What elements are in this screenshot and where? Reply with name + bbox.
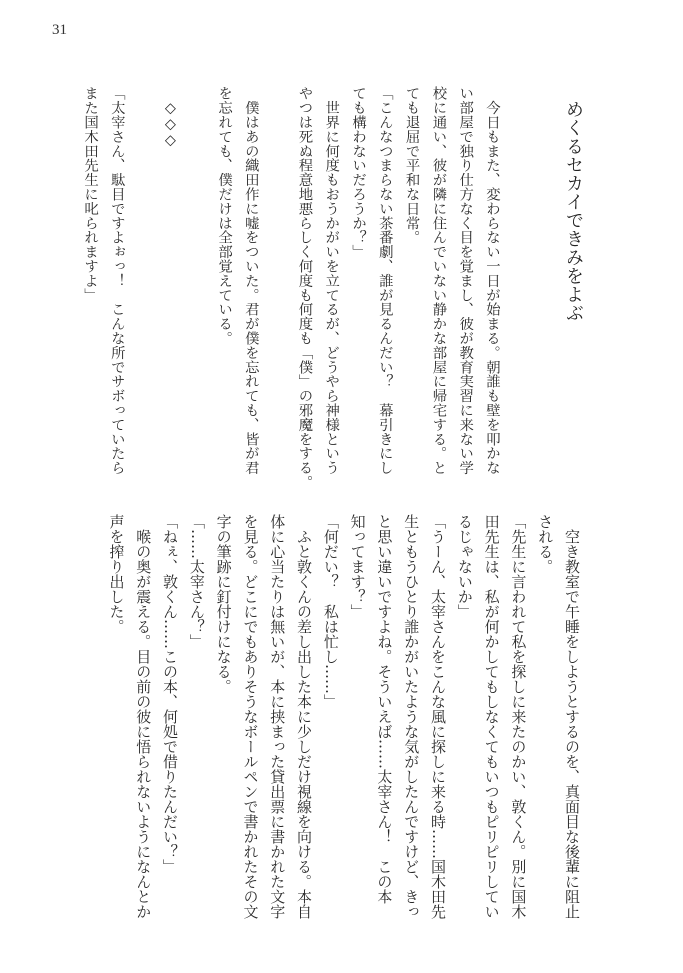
text-line: 今日もまた、変わらない一日が始まる。朝誰も壁を叩かな — [484, 86, 500, 475]
text-line: 「ねぇ、敦くん……この本、何処で借りたんだい？」 — [161, 514, 180, 874]
text-line: 知ってます？」 — [348, 514, 367, 619]
text-line: 「先生に言われて私を探しに来たのかい、敦くん。別に国木 — [509, 514, 528, 919]
text-line: ◇◇◇ — [162, 86, 179, 149]
text-line: 声を搾り出した。 — [107, 514, 126, 634]
top-text-block — [76, 86, 505, 490]
text-line: また国木田先生に叱られますよ」 — [82, 86, 99, 302]
text-line: を忘れても、僕だけは全部覚えている。 — [216, 86, 233, 346]
text-line: 田先生は、私が何かしてもしなくてもいつもピリピリしてい — [482, 514, 501, 919]
text-line: い部屋で独り仕方なく目を覚まし、彼が教育実習に来ない学 — [457, 86, 474, 475]
text-line: 体に心当たりは無いが、本に挟まった貸出票に書かれた文字 — [268, 514, 287, 919]
text-line: ても構わないだろうか？」 — [350, 86, 367, 259]
page-number: 31 — [52, 22, 67, 38]
text-line: される。 — [536, 514, 555, 574]
text-line: 「太宰さん、駄目ですよぉっ！ こんな所でサボっていたら — [108, 86, 125, 475]
text-line: 「……太宰さん？」 — [187, 514, 206, 649]
text-line: 生ともうひとり誰かがいたような気がしたんですけど、きっ — [402, 514, 421, 919]
text-line: ふと敦くんの差し出した本に少しだけ視線を向ける。本自 — [295, 514, 314, 919]
chapter-title: めくるセカイできみをよぶ — [563, 100, 584, 322]
text-line: 字の筆跡に釘付けになる。 — [214, 514, 233, 694]
text-line: 世界に何度もおうかがいを立てるが、どうやら神様という — [323, 86, 340, 475]
text-line: 喉の奥が震える。目の前の彼に悟られないようになんとか — [134, 514, 153, 919]
text-line: と思い違いですよね。そういえば……太宰さん！ この本 — [375, 514, 394, 904]
text-line: 「うーん、太宰さんをこんな風に探しに来る時……国木田先 — [429, 514, 448, 919]
text-line: 僕はあの織田作に嘘をついた。君が僕を忘れても、皆が君 — [242, 86, 259, 475]
text-line: やつは死ぬ程意地悪らしく何度も何度も「僕」の邪魔をする。 — [296, 86, 313, 490]
text-line: 「こんなつまらない茶番劇、誰が見るんだい？ 幕引きにし — [376, 86, 393, 475]
bottom-text-block — [103, 514, 585, 934]
text-line: ても退屈で平和な日常。 — [403, 86, 420, 245]
text-line — [130, 86, 157, 486]
text-line: 校に通い、彼が隣に住んでいない静かな部屋に帰宅する。と — [430, 86, 447, 475]
text-line: 「何だい？ 私は忙し……」 — [321, 514, 340, 709]
text-line: 空き教室で午睡をしようとするのを、真面目な後輩に阻止 — [563, 514, 581, 919]
text-line: るじゃないか」 — [455, 514, 474, 619]
text-line: を見る。どこにでもありそうなボールペンで書かれたその文 — [241, 514, 260, 919]
text-line — [183, 86, 210, 486]
text-line — [264, 86, 291, 486]
